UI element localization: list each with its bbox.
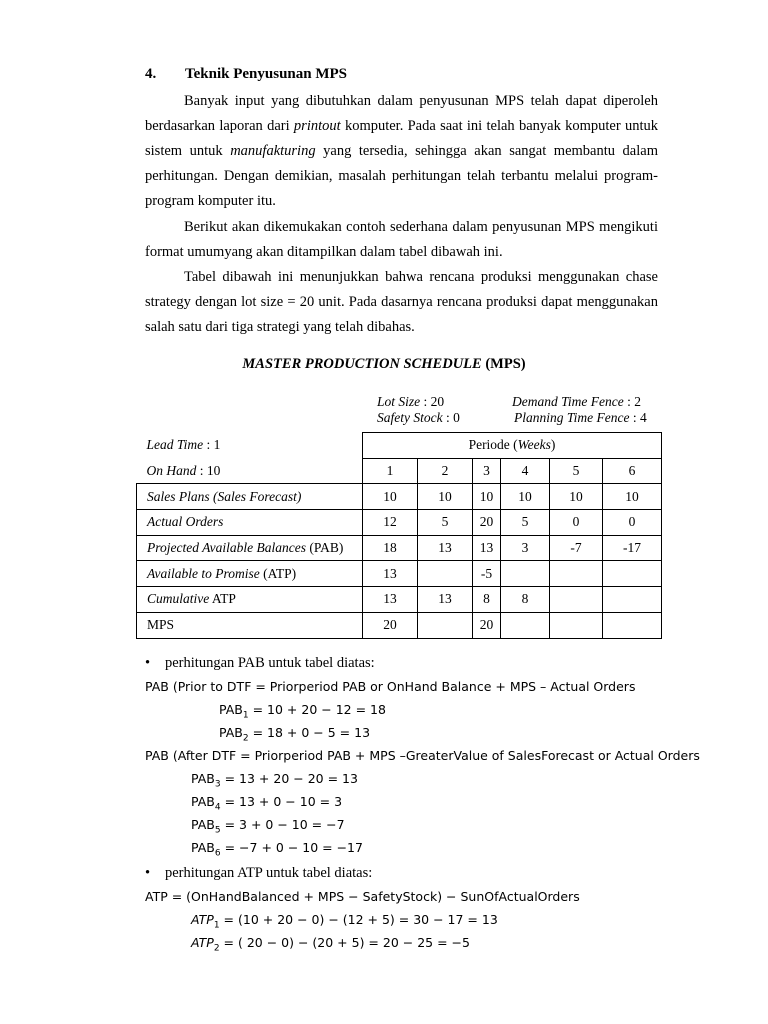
table-cell: 13 (363, 561, 418, 587)
mps-table (136, 432, 662, 639)
paragraph-1-text-a: Banyak input yang dibutuhkan dalam penyusunan MPS telah dapat diperoleh berdasarkan laporan dari (145, 93, 658, 134)
table-cell (501, 561, 550, 587)
row-label (137, 612, 363, 638)
row-label (137, 587, 363, 613)
periode-unit: Weeks (517, 437, 551, 453)
period-2: 2 (418, 458, 473, 484)
demand-time-fence (512, 394, 641, 410)
row-label-normal: MPS (147, 617, 175, 633)
pab-bullet (145, 655, 375, 672)
pab-eq-4-text: = 13 + 0 − 10 = 3 (224, 794, 343, 809)
atp-formula: ATP = (OnHandBalanced + MPS − SafetyStock) − SunOfActualOrders (145, 889, 580, 904)
pab-formula-before-dtf: PAB (Prior to DTF = Priorperiod PAB or OnHand Balance + MPS – Actual Orders (145, 679, 636, 694)
row-label (137, 535, 363, 561)
table-cell (603, 587, 662, 613)
paragraph-1 (145, 89, 658, 214)
paragraph-2 (145, 215, 658, 265)
pab-eq-6-text: = −7 + 0 − 10 = −17 (224, 840, 363, 855)
table-cell: 13 (363, 587, 418, 613)
table-cell: 20 (473, 510, 501, 536)
table-header-row-1 (137, 433, 662, 459)
table-row (137, 587, 662, 613)
paragraph-1-manufakturing: manufakturing (230, 143, 316, 159)
table-title (0, 356, 768, 373)
table-row (137, 484, 662, 510)
table-title-italic: MASTER PRODUCTION SCHEDULE (242, 356, 482, 372)
atp-eq-2-text: = ( 20 − 0) − (20 + 5) = 20 − 25 = −5 (223, 935, 470, 950)
table-cell (501, 612, 550, 638)
lead-time-label: Lead Time (146, 437, 204, 453)
on-hand (137, 458, 363, 484)
safety-stock-label: Safety Stock (377, 410, 443, 425)
atp-eq-1: $ATP_1 = (10 + 20 - 0) - (12 + 5) = 30 - 17 = 13$ (191, 912, 498, 931)
section-heading (145, 66, 347, 83)
paragraph-1-printout: printout (293, 118, 341, 134)
paragraph-1-text-c: komputer. Pada saat ini telah banyak komputer untuk sistem untuk (145, 118, 658, 159)
period-6: 6 (603, 458, 662, 484)
periode-close: ) (550, 437, 556, 453)
table-cell: 10 (603, 484, 662, 510)
table-cell: -5 (473, 561, 501, 587)
dtf-label: Demand Time Fence (512, 394, 624, 409)
table-cell: 13 (418, 587, 473, 613)
table-cell: 10 (473, 484, 501, 510)
table-cell: 13 (473, 535, 501, 561)
table-cell: 0 (550, 510, 603, 536)
paragraph-1-text-e: yang tersedia, sehingga akan sangat membantu dalam perhitungan. Dengan demikian, masalah perhitungan telah terbantu melalui program-program komputer itu. (145, 143, 658, 209)
table-cell (550, 587, 603, 613)
table-cell: -7 (550, 535, 603, 561)
pab-eq-5-text: = 3 + 0 − 10 = −7 (224, 817, 345, 832)
table-row (137, 535, 662, 561)
row-label (137, 510, 363, 536)
pab-eq-3-text: = 13 + 20 − 20 = 13 (224, 771, 358, 786)
table-row (137, 561, 662, 587)
pab-eq-5: $PAB_5 = 3 + 0 - 10 = -7$ (191, 817, 345, 836)
table-cell: 10 (550, 484, 603, 510)
table-cell (603, 612, 662, 638)
table-cell: 13 (418, 535, 473, 561)
paragraph-2-text: Berikut akan dikemukakan contoh sederhana dalam penyusunan MPS mengikuti format umumyang akan ditampilkan dalam tabel dibawah ini. (145, 219, 658, 260)
table-row (137, 612, 662, 638)
table-cell: 5 (501, 510, 550, 536)
row-label-normal: (ATP) (259, 565, 297, 581)
table-cell: 12 (363, 510, 418, 536)
period-4: 4 (501, 458, 550, 484)
periode-header (363, 433, 662, 459)
bullet-icon: • (145, 865, 151, 881)
row-label-normal: (PAB) (305, 540, 344, 556)
section-number: 4. (145, 66, 157, 82)
ptf-value: : 4 (629, 410, 647, 425)
lot-size-label: Lot Size (377, 394, 421, 409)
ptf-label: Planning Time Fence (514, 410, 630, 425)
pab-formula-after-dtf: PAB (After DTF = Priorperiod PAB + MPS –GreaterValue of SalesForecast or Actual Orders (145, 748, 700, 763)
safety-stock (377, 410, 460, 426)
row-label (137, 484, 363, 510)
lead-time (137, 433, 363, 459)
table-cell: 10 (363, 484, 418, 510)
table-cell: -17 (603, 535, 662, 561)
table-cell: 8 (501, 587, 550, 613)
table-cell: 20 (473, 612, 501, 638)
table-cell: 18 (363, 535, 418, 561)
periode-label: Periode ( (468, 437, 518, 453)
pab-eq-4: $PAB_4 = 13 + 0 - 10 = 3$ (191, 794, 343, 813)
lot-size-value: : 20 (420, 394, 445, 409)
pab-eq-1: $PAB_1 = 10 + 20 - 12 = 18$ (219, 702, 386, 721)
table-cell: 3 (501, 535, 550, 561)
pab-eq-1-text: = 10 + 20 − 12 = 18 (252, 702, 386, 717)
bullet-icon: • (145, 655, 151, 671)
table-cell (418, 612, 473, 638)
safety-stock-value: : 0 (442, 410, 460, 425)
paragraph-3 (145, 265, 658, 340)
atp-bullet-text: perhitungan ATP untuk tabel diatas: (165, 865, 373, 881)
table-header-row-2 (137, 458, 662, 484)
table-cell: 10 (418, 484, 473, 510)
pab-eq-3: $PAB_3 = 13 + 20 - 20 = 13$ (191, 771, 358, 790)
table-cell: 5 (418, 510, 473, 536)
pab-eq-6: $PAB_6 = -7 + 0 - 10 = -17$ (191, 840, 363, 859)
table-cell: 8 (473, 587, 501, 613)
atp-eq-2: $ATP_2$ = ( 20 − 0) − (20 + 5) = 20 − 25 = −5 (191, 935, 470, 954)
row-label-normal: ATP (209, 591, 236, 607)
lead-time-value: : 1 (203, 437, 221, 453)
lot-size (377, 394, 444, 410)
table-cell (550, 612, 603, 638)
row-label-italic: Cumulative (147, 591, 210, 607)
on-hand-label: On Hand (146, 462, 197, 478)
atp-bullet (145, 865, 372, 882)
row-label-italic: Actual Orders (147, 514, 224, 530)
atp-eq-1-text: = (10 + 20 − 0) − (12 + 5) = 30 − 17 = 13 (223, 912, 498, 927)
pab-eq-2: $PAB_2 = 18 + 0 - 5 = 13$ (219, 725, 371, 744)
table-row (137, 510, 662, 536)
table-cell: 20 (363, 612, 418, 638)
period-3: 3 (473, 458, 501, 484)
table-cell: 10 (501, 484, 550, 510)
pab-bullet-text: perhitungan PAB untuk tabel diatas: (165, 655, 375, 671)
table-cell: 0 (603, 510, 662, 536)
period-5: 5 (550, 458, 603, 484)
table-cell (550, 561, 603, 587)
row-label-italic: Sales Plans (Sales Forecast) (147, 488, 302, 504)
pab-eq-2-text: = 18 + 0 − 5 = 13 (252, 725, 371, 740)
period-1: 1 (363, 458, 418, 484)
paragraph-3-text: Tabel dibawah ini menunjukkan bahwa rencana produksi menggunakan chase strategy dengan lot size = 20 unit. Pada dasarnya rencana produksi dapat menggunakan salah satu dari tiga strategi yang telah dibahas. (145, 269, 658, 335)
table-cell (418, 561, 473, 587)
table-cell (603, 561, 662, 587)
on-hand-value: : 10 (196, 462, 221, 478)
table-title-suffix: (MPS) (481, 356, 526, 372)
row-label-italic: Available to Promise (147, 565, 260, 581)
row-label (137, 561, 363, 587)
row-label-italic: Projected Available Balances (147, 540, 306, 556)
dtf-value: : 2 (623, 394, 641, 409)
planning-time-fence (514, 410, 647, 426)
section-title: Teknik Penyusunan MPS (185, 66, 348, 82)
